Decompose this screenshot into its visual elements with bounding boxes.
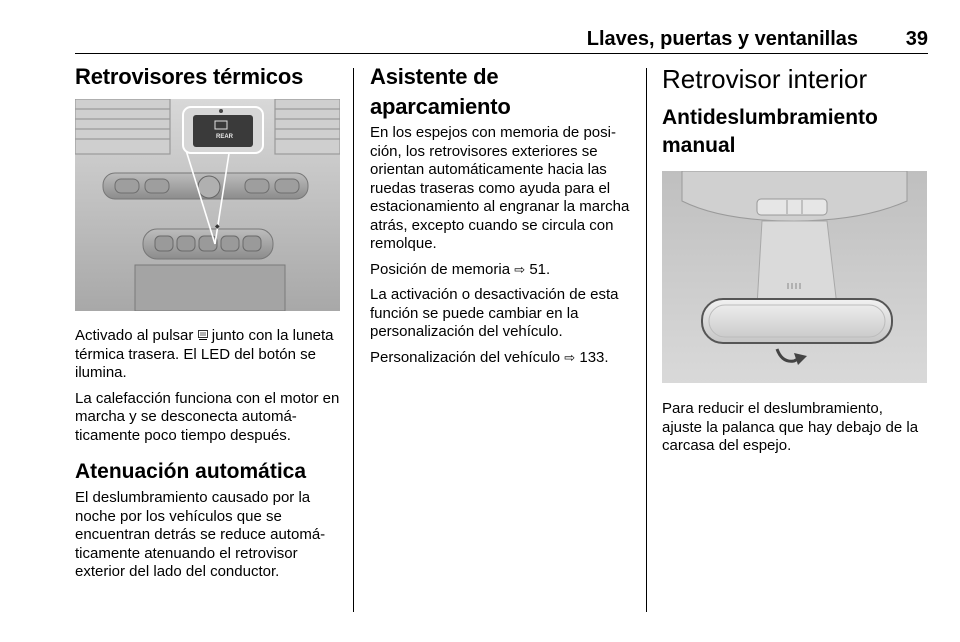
paragraph-memory-position: [370, 261, 635, 280]
figure-interior-mirror: [662, 171, 927, 383]
column-left: [75, 62, 340, 589]
rear-button-label: REAR: [216, 134, 234, 140]
dashboard-illustration: [75, 99, 340, 311]
page-ref-icon-2: ⇨: [564, 349, 576, 365]
activation-text-a: Activado al pulsar: [75, 327, 194, 344]
subheading-manual-antiglare: Antideslumbramiento manual: [662, 106, 878, 157]
svg-text:◆: ◆: [215, 224, 220, 230]
memory-position-text: Posición de memoria: [370, 260, 511, 278]
column-right: [662, 62, 927, 463]
memory-position-page: 51.: [529, 260, 551, 278]
header-title: Llaves, puertas y ventanillas: [586, 28, 858, 50]
personalization-text: Personalización del vehículo: [370, 348, 561, 366]
column-divider-1: [353, 68, 354, 612]
personalization-page: 133.: [579, 348, 609, 366]
section-heading-interior-mirror: Retrovisor interior: [662, 64, 868, 94]
paragraph-personalization: [370, 349, 635, 368]
paragraph-auto-dimming: El deslumbramiento causado por la noche por los vehículos que se encuentran detrás se reduce automáticamente atenuando el retrovisor exterior del lado del conductor.: [75, 489, 326, 580]
page-header: [75, 26, 928, 52]
section-heading-auto-dimming: Atenuación automática: [75, 460, 307, 483]
column-middle: [370, 62, 635, 374]
section-heading-parking-assist: Asistente de aparcamiento: [370, 64, 511, 119]
paragraph-activation-toggle: La activación o desactivación de esta función se puede cambiar en la personalización del vehículo.: [370, 286, 619, 340]
section-heading-heated-mirrors: Retrovisores térmicos: [75, 64, 304, 89]
paragraph-reduce-glare: Para reducir el deslumbramiento, ajuste la palanca que hay debajo de la carcasa del espejo.: [662, 400, 919, 454]
activation-text-b: junto con la luneta térmica trasera. El LED del botón se ilumina.: [75, 327, 334, 381]
page-number: 39: [905, 28, 928, 50]
column-divider-2: [646, 68, 647, 612]
mirror-illustration: [662, 171, 927, 383]
rear-window-heat-icon: [198, 330, 208, 341]
paragraph-heating: La calefacción funciona con el motor en marcha y se desconecta automáticamente poco tiempo después.: [75, 389, 340, 444]
page-ref-icon: ⇨: [514, 261, 526, 277]
figure-dashboard-buttons: [75, 99, 340, 311]
header-rule: [75, 53, 928, 54]
paragraph-activation: [75, 327, 340, 383]
paragraph-parking-assist: En los espejos con memoria de posición, los retrovisores exteriores se orientan automáticamente hacia las ruedas traseras como ayuda para el estacionamiento al engranar la marcha atrás, excepto cuando se circula con remolque.: [370, 124, 630, 252]
